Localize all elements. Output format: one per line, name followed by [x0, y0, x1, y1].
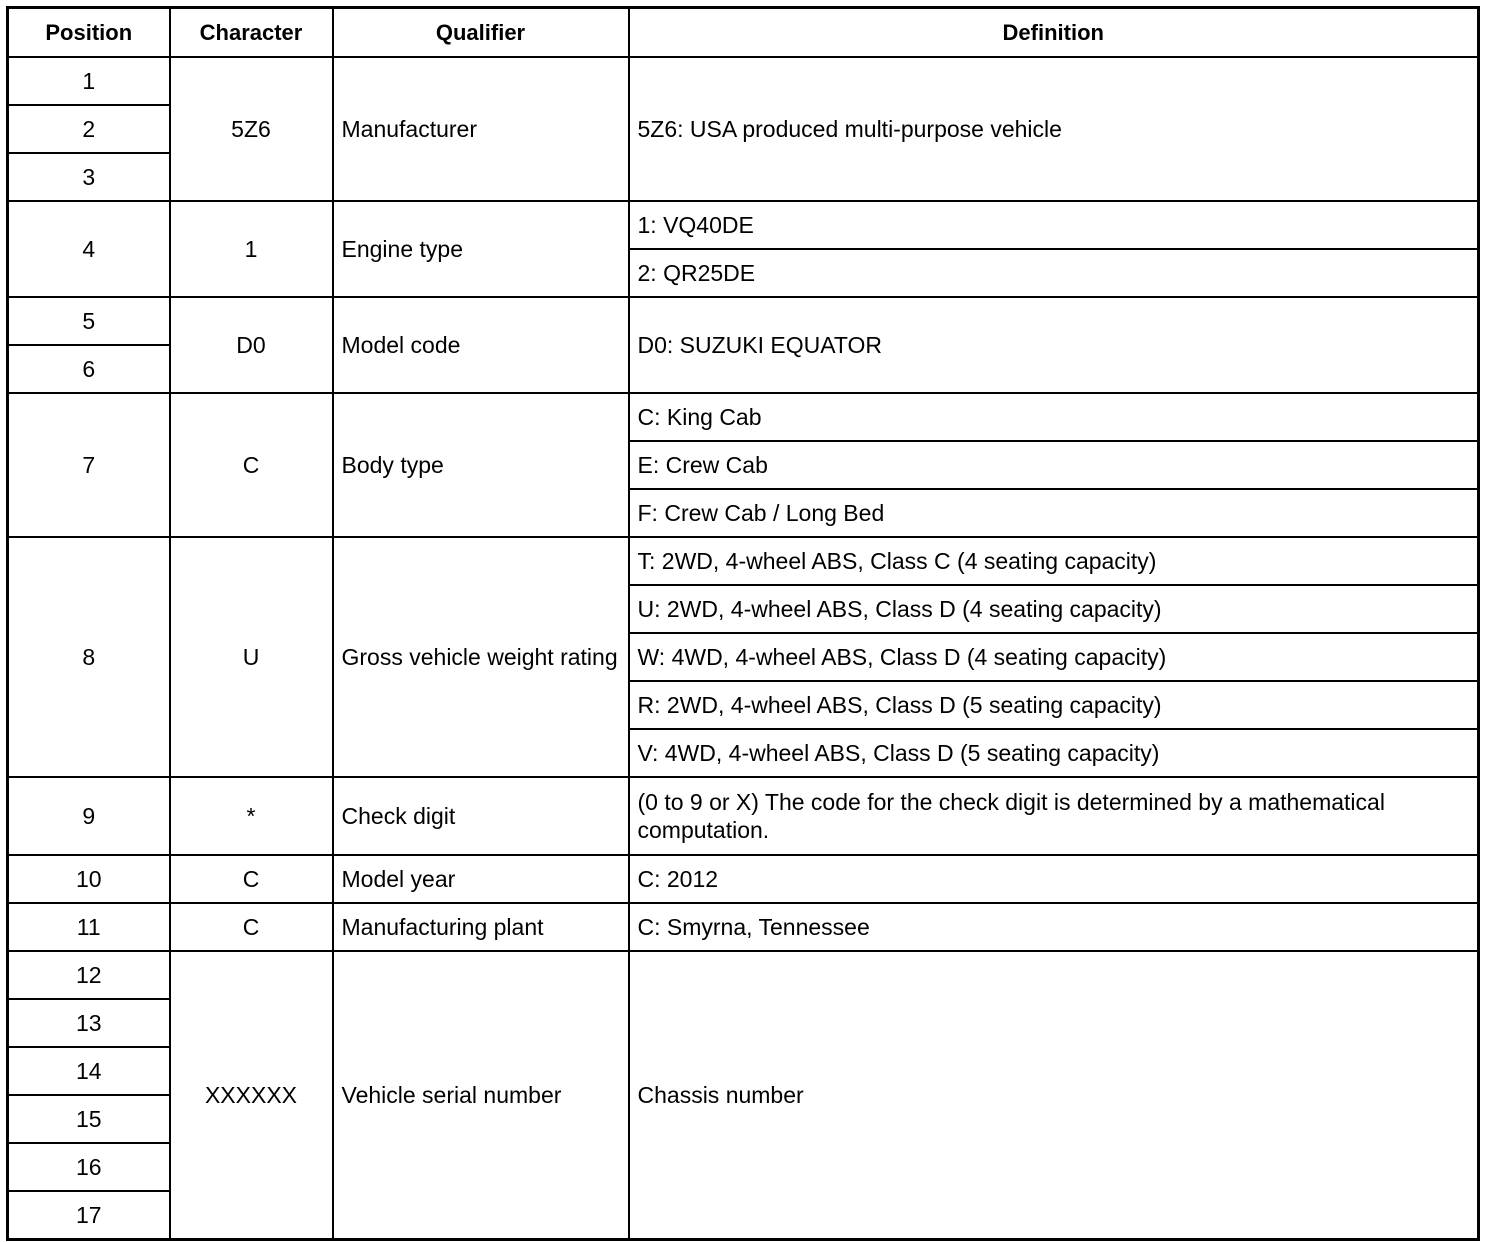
qualifier-cell: Engine type	[333, 201, 629, 297]
position-cell: 6	[8, 345, 170, 393]
character-cell: 1	[170, 201, 333, 297]
definition-cell: F: Crew Cab / Long Bed	[629, 489, 1479, 537]
definition-cell: E: Crew Cab	[629, 441, 1479, 489]
qualifier-cell: Model year	[333, 855, 629, 903]
qualifier-cell: Model code	[333, 297, 629, 393]
qualifier-cell: Manufacturing plant	[333, 903, 629, 951]
definition-cell: T: 2WD, 4-wheel ABS, Class C (4 seating capacity)	[629, 537, 1479, 585]
position-cell: 15	[8, 1095, 170, 1143]
definition-cell: C: Smyrna, Tennessee	[629, 903, 1479, 951]
table-row	[8, 855, 1479, 903]
definition-cell: W: 4WD, 4-wheel ABS, Class D (4 seating capacity)	[629, 633, 1479, 681]
character-cell: C	[170, 903, 333, 951]
table-row	[8, 201, 1479, 249]
header-qualifier: Qualifier	[333, 8, 629, 58]
header-character: Character	[170, 8, 333, 58]
character-cell: XXXXXX	[170, 951, 333, 1240]
table-row	[8, 57, 1479, 105]
definition-cell: Chassis number	[629, 951, 1479, 1240]
position-cell: 12	[8, 951, 170, 999]
qualifier-cell: Body type	[333, 393, 629, 537]
position-cell: 14	[8, 1047, 170, 1095]
position-cell: 10	[8, 855, 170, 903]
character-cell: *	[170, 777, 333, 855]
qualifier-cell: Gross vehicle weight rating	[333, 537, 629, 777]
position-cell: 9	[8, 777, 170, 855]
qualifier-cell: Check digit	[333, 777, 629, 855]
definition-cell: 5Z6: USA produced multi-purpose vehicle	[629, 57, 1479, 201]
position-cell: 4	[8, 201, 170, 297]
definition-cell: 2: QR25DE	[629, 249, 1479, 297]
definition-cell: C: 2012	[629, 855, 1479, 903]
position-cell: 8	[8, 537, 170, 777]
table-row	[8, 903, 1479, 951]
position-cell: 2	[8, 105, 170, 153]
table-row	[8, 537, 1479, 585]
table-row	[8, 951, 1479, 999]
position-cell: 3	[8, 153, 170, 201]
header-row	[8, 8, 1479, 58]
vin-code-table	[6, 6, 1480, 1241]
definition-cell: U: 2WD, 4-wheel ABS, Class D (4 seating capacity)	[629, 585, 1479, 633]
definition-cell: D0: SUZUKI EQUATOR	[629, 297, 1479, 393]
definition-cell: 1: VQ40DE	[629, 201, 1479, 249]
definition-cell: C: King Cab	[629, 393, 1479, 441]
position-cell: 16	[8, 1143, 170, 1191]
table-row	[8, 393, 1479, 441]
qualifier-cell: Vehicle serial number	[333, 951, 629, 1240]
character-cell: C	[170, 855, 333, 903]
header-position: Position	[8, 8, 170, 58]
position-cell: 7	[8, 393, 170, 537]
character-cell: C	[170, 393, 333, 537]
character-cell: U	[170, 537, 333, 777]
qualifier-cell: Manufacturer	[333, 57, 629, 201]
position-cell: 11	[8, 903, 170, 951]
table-row	[8, 777, 1479, 855]
header-definition: Definition	[629, 8, 1479, 58]
definition-cell: (0 to 9 or X) The code for the check digit is determined by a mathematical computation.	[629, 777, 1479, 855]
position-cell: 17	[8, 1191, 170, 1240]
character-cell: D0	[170, 297, 333, 393]
position-cell: 5	[8, 297, 170, 345]
table-row	[8, 297, 1479, 345]
position-cell: 13	[8, 999, 170, 1047]
position-cell: 1	[8, 57, 170, 105]
definition-cell: R: 2WD, 4-wheel ABS, Class D (5 seating capacity)	[629, 681, 1479, 729]
character-cell: 5Z6	[170, 57, 333, 201]
definition-cell: V: 4WD, 4-wheel ABS, Class D (5 seating capacity)	[629, 729, 1479, 777]
